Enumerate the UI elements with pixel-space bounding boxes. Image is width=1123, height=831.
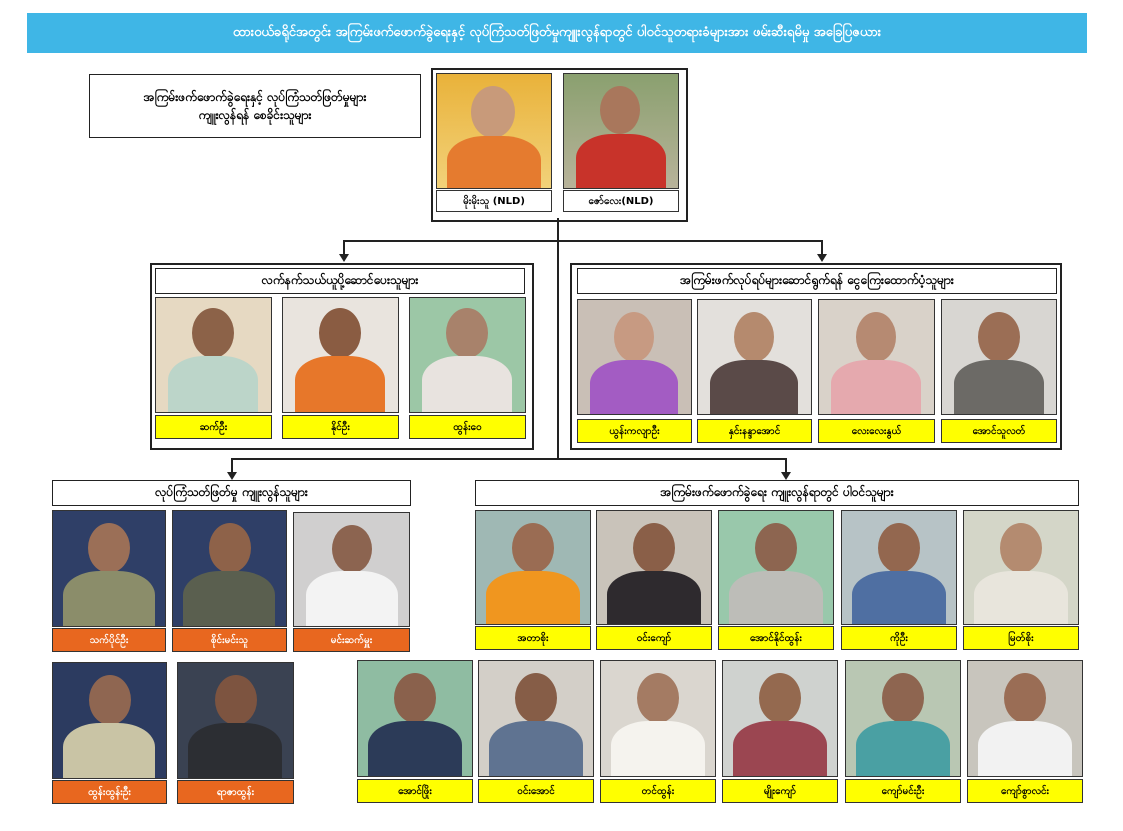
person-caption: အောင်ဖြိုး <box>357 779 473 803</box>
arrow-head <box>817 254 827 262</box>
connector-line <box>821 240 823 254</box>
person-caption: ထွန်းထွန်းဦး <box>52 780 167 804</box>
person-photo <box>697 299 812 415</box>
connector-line <box>231 458 787 460</box>
person-photo <box>436 73 552 189</box>
person-caption: ယွန်းကလျာဦး <box>577 419 692 443</box>
person-photo <box>563 73 679 189</box>
person-photo <box>963 510 1079 625</box>
person-photo <box>722 660 838 777</box>
person-photo <box>577 299 692 415</box>
connector-line <box>343 240 345 254</box>
person-photo <box>718 510 834 625</box>
person-photo <box>155 297 272 413</box>
arrow-head <box>227 472 237 480</box>
person-caption: မိုးမိုးသူ (NLD) <box>436 190 552 212</box>
finance-group-title: အကြမ်းဖက်လုပ်ရပ်များဆောင်ရွက်ရန် ငွေကြေးထောက်ပံ့သူများ <box>577 268 1057 294</box>
killing-group-title: လုပ်ကြံသတ်ဖြတ်မှု ကျူးလွန်သူများ <box>52 480 411 506</box>
person-photo <box>478 660 594 777</box>
person-photo <box>600 660 716 777</box>
person-caption: မင်းဆက်မှူး <box>293 628 410 652</box>
transport-group-title: လက်နက်သယ်ယူပို့ဆောင်ပေးသူများ <box>155 268 525 294</box>
arrow-head <box>339 254 349 262</box>
person-caption: ကျော်စွာလင်း <box>967 779 1083 803</box>
person-photo <box>282 297 399 413</box>
person-photo <box>52 662 167 779</box>
person-caption: ဇော်လေး(NLD) <box>563 190 679 212</box>
person-caption: စိုင်းမင်းသူ <box>172 628 287 652</box>
person-photo <box>596 510 712 625</box>
person-caption: နိုင်ဦး <box>282 415 399 439</box>
person-caption: မျိုးကျော် <box>722 779 838 803</box>
connector-line <box>231 458 233 472</box>
person-caption: လေးလေးနွယ် <box>818 419 935 443</box>
person-photo <box>52 510 166 627</box>
bombing-group-title: အကြမ်းဖက်ဖောက်ခွဲရေး ကျူးလွန်ရာတွင် ပါဝင်သူများ <box>475 480 1079 506</box>
person-caption: ဝင်းကျော် <box>596 626 712 650</box>
person-caption: ဝင်းအောင် <box>478 779 594 803</box>
person-caption: မြတ်စိုး <box>963 626 1079 650</box>
person-photo <box>845 660 961 777</box>
leaders-label <box>89 74 421 138</box>
person-photo <box>409 297 526 413</box>
leaders-label-line2: ကျူးလွန်ရန် စေခိုင်းသူများ <box>198 108 312 122</box>
connector-line <box>343 240 823 242</box>
person-photo <box>177 662 294 779</box>
person-caption: ကိုဦး <box>841 626 957 650</box>
person-photo <box>293 512 410 627</box>
person-caption: ထွန်းဝေ <box>409 415 526 439</box>
person-photo <box>967 660 1083 777</box>
arrow-head <box>781 472 791 480</box>
person-caption: အတာစိုး <box>475 626 591 650</box>
person-caption: ကျော်မင်းဦး <box>845 779 961 803</box>
person-caption: နှင်းနန္ဒာအောင် <box>697 419 812 443</box>
person-photo <box>172 510 287 627</box>
person-caption: အောင်သူလတ် <box>941 419 1057 443</box>
person-caption: ဆက်ဦး <box>155 415 272 439</box>
person-photo <box>941 299 1057 415</box>
person-caption: သက်ပိုင်ဦး <box>52 628 166 652</box>
person-caption: ရာဇာထွန်း <box>177 780 294 804</box>
chart-banner-title: ထားဝယ်ခရိုင်အတွင်း အကြမ်းဖက်ဖောက်ခွဲရေးနှင့် လုပ်ကြံသတ်ဖြတ်မှုကျူးလွန်ရာတွင် ပါဝင်သူတရားခံများအား ဖမ်းဆီးရမိမှု အခြေပြဇယား <box>27 13 1087 53</box>
connector-line <box>557 218 559 460</box>
person-caption: အောင်နိုင်ထွန်း <box>718 626 834 650</box>
person-caption: တင်ထွန်း <box>600 779 716 803</box>
person-photo <box>841 510 957 625</box>
person-photo <box>818 299 935 415</box>
connector-line <box>785 458 787 472</box>
person-photo <box>357 660 473 777</box>
leaders-label-line1: အကြမ်းဖက်ဖောက်ခွဲရေးနှင့် လုပ်ကြံသတ်ဖြတ်မှုများ <box>143 90 367 104</box>
person-photo <box>475 510 591 625</box>
